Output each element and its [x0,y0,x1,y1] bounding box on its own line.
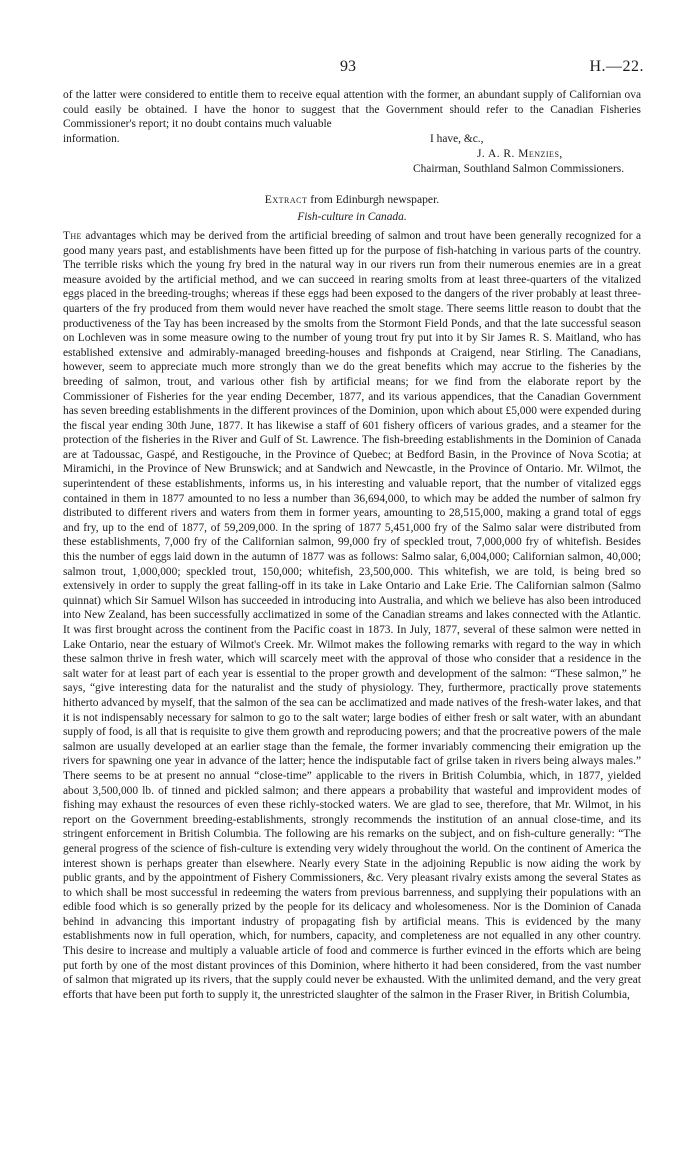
page-content [63,88,641,1002]
extract-heading-lead: Extract [264,192,308,206]
article-subheading: Fish-culture in Canada. [297,211,407,224]
document-reference: H.—22. [589,58,644,75]
extract-heading-rest: from Edinburgh newspaper. [307,192,440,206]
letter-paragraph: of the latter were considered to entitle them to receive equal attention with the former, an abundant supply of Californian ova could easily be obtained. I have the honor to suggest that the Government should refer to the Canadian Fisheries Commissioner's report; it no doubt contains much valuable [63,89,641,131]
extract-heading [63,193,641,208]
page-header [0,58,700,80]
letter-closing: I have, &c., [430,132,484,145]
article-lead-word: The [63,229,82,242]
letter-last-line: information. [63,132,120,145]
article-body [63,229,641,1002]
signatory-name: J. A. R. Menzies, [477,147,563,160]
article-body-text: advantages which may be derived from the artificial breeding of salmon and trout have been generally recognized for a good many years past, and establishments have been fitted up for the purpose of fish-hatching in various parts of the country. The terrible risks which the young fry bred in the natural way in our rivers run from their numerous enemies are in a great measure avoided by the artificial method, and we can succeed in rearing smolts from at least three-quarters of the vitalized eggs placed in the breeding-troughs; whereas if these eggs had been exposed to the dangers of the river probably at least three-quarters of the fry produced from them would never have reached the smolt stage. There seems little reason to doubt that the productiveness of the Tay has been increased by the smolts from the Stormont Field Ponds, and that the late successful season on Lochleven was in some measure owing to the number of young trout fry put into it by Sir James R. S. Maitland, who has established extensive and admirably-managed breeding-houses and fishponds at Craigend, near Stirling. The Canadians, however, seem to appreciate much more strongly than we do the great benefits which may accrue to the fisheries by the breeding of salmon, trout, and various other fish by artificial means; for we find from the elaborate report by the Commissioner of Fisheries for the year ending December, 1877, and its various appendices, that the Canadian Government has seven breeding establishments in the different provinces of the Dominion, upon which about £5,000 were expended during the fiscal year ending 30th June, 1877. It has likewise a staff of 601 fishery officers of various grades, and a steamer for the protection of the fisheries in the River and Gulf of St. Lawrence. The fish-breeding establishments in the Dominion of Canada are at Tadoussac, Gaspé, and Restigouche, in the Province of Quebec; at Bedford Basin, in the Province of Nova Scotia; at Miramichi, in the Province of New Brunswick; and at Sandwich and Newcastle, in the Province of Ontario. Mr. Wilmot, the superintendent of these establishments, informs us, in his interesting and valuable report, that the number of vitalized eggs contained in them in 1877 amounted to no less a number than 36,694,000, to which may be added the number of salmon fry distributed to different rivers and waters from them in former years, amounting to 28,515,000, making a grand total of eggs and fry, up to the end of 1877, of 59,209,000. In the spring of 1877 5,451,000 fry of the Salmo salar were distributed from these establishments, 7,000 fry of the Californian salmon, 99,000 fry of speckled trout, 7,000,000 fry of whitefish. Besides this the number of eggs laid down in the autumn of 1877 was as follows: Salmo salar, 6,004,000; Californian salmon, 40,000; salmon trout, 1,000,000; speckled trout, 150,000; whitefish, 23,500,000. This whitefish, we are told, is being bred so extensively in order to supply the great falling-off in its take in Lake Ontario and Lake Erie. The Californian salmon (Salmo quinnat) which Sir Samuel Wilson has succeeded in introducing into Australia, and which we believe has also been introduced into New Zealand, has been successfully acclimatized in some of the Canadian streams and lakes connected with the Atlantic. It was first brought across the continent from the Pacific coast in 1873. In July, 1877, several of these salmon were netted in Lake Ontario, near the estuary of Wilmot's Creek. Mr. Wilmot makes the following remarks with regard to the way in which these salmon thrive in fresh water, which will scarcely meet with the approval of those who consider that a residence in the salt water for at least part of each year is essential to the proper growth and development of the salmon: “These salmon,” he says, “give interesting data for the naturalist and the study of physiology. They, furthermore, practically prove statements hitherto advanced by myself, that the salmon of the sea can be acclimatized and made natives of the fresh-water lakes, and that it is not indispensably necessary for salmon to go to the salt water; large bodies of either fresh or salt water, with an abundant supply of food, is all that is requisite to give them growth and reproducing powers; and that the procreative powers of the male salmon are usually developed at an earlier stage than the female, the former invariably commencing their emigration up the rivers for spawning one year in advance of the latter; hence the indisputable fact of grilse taken in rivers being always males.” There seems to be at present no annual “close-time” applicable to the rivers in British Columbia, which, in 1877, yielded about 3,500,000 lb. of tinned and pickled salmon; and there appears a probability that wasteful and improvident modes of fishing may exhaust the resources of even these richly-stocked waters. We are glad to see, therefore, that Mr. Wilmot, in his report on the Government breeding-establishments, strongly recommends the institution of an annual close-time, and its stringent enforcement in British Columbia. The following are his remarks on the subject, and on fish-culture generally: “The general progress of the science of fish-culture is extending very widely throughout the world. On the continent of America the interest shown is perhaps greater than elsewhere. Nearly every State in the adjoining Republic is now aiding the work by public grants, and by the appointment of Fishery Commissioners, &c. Very pleasant rivalry exists among the several States as to which shall be most successful in redeeming the waters from previous barrenness, and supplying their populations with an edible food which is so generally prized by the people for its delicacy and wholesomeness. Nor is the Dominion of Canada behind in advancing this important industry of propagating fish by artificial means. This is evidenced by the many establishments now in full operation, which, for numbers, capacity, and completeness are not equalled in any other country. This desire to increase and multiply a valuable article of food and commerce is further evinced in the efforts which are being put forth by one of the most distant provinces of this Dominion, where hitherto it had been considered, from the vast number of salmon that migrated up its rivers, that the supply could never be exhausted. With the unlimited demand, and the very great efforts that have been put forth to supply it, the unrestricted slaughter of the salmon in the Fraser River, in British Columbia, [63,229,641,1001]
page-number: 93 [340,58,356,75]
signatory-title: Chairman, Southland Salmon Commissioners. [413,162,625,175]
letter-signature-block [63,132,641,179]
